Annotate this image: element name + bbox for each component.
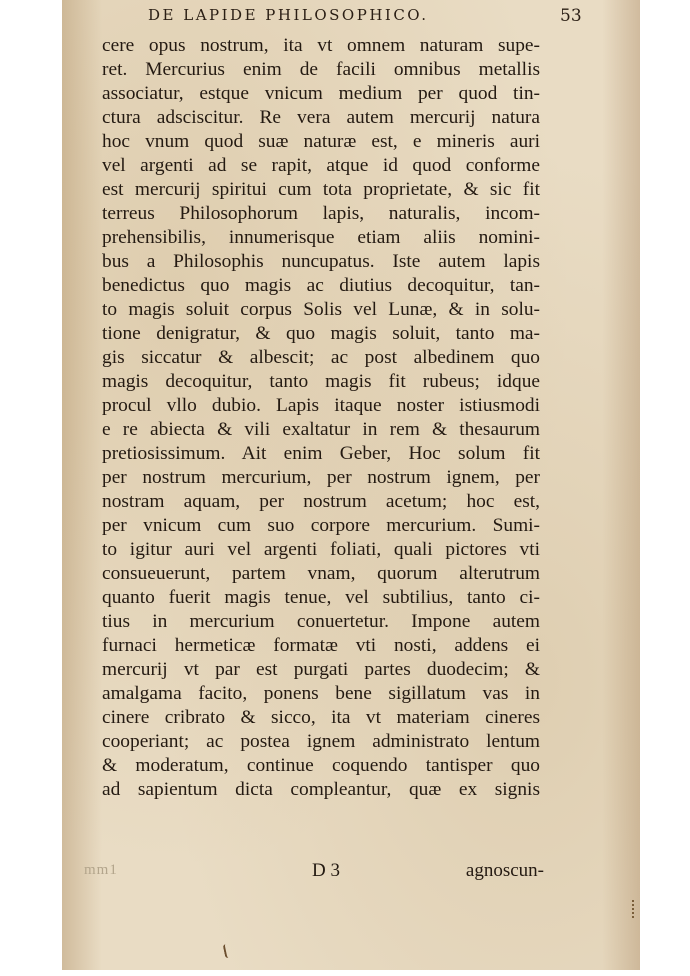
faint-mark: mm1 <box>84 862 118 878</box>
text-line: terreus Philosophorum lapis, naturalis, incom- <box>102 203 540 224</box>
text-line: cooperiant; ac postea ignem administrato lentum <box>102 731 540 752</box>
text-line: ad sapientum dicta compleantur, quæ ex signis <box>102 779 540 800</box>
text-line: e re abiecta & vili exaltatur in rem & thesaurum <box>102 419 540 440</box>
catchword: agnoscun- <box>465 860 544 881</box>
text-line: nostram aquam, per nostrum acetum; hoc est, <box>102 491 540 512</box>
text-line: magis decoquitur, tanto magis fit rubeus; idque <box>102 371 540 392</box>
ink-mark <box>223 944 232 959</box>
text-line: pretiosissimum. Ait enim Geber, Hoc solum fit <box>102 443 540 464</box>
text-line: cinere cribrato & sicco, ita vt materiam cineres <box>102 707 540 728</box>
text-line: hoc vnum quod suæ naturæ est, e mineris auri <box>102 131 540 152</box>
text-line: mercurij vt par est purgati partes duodecim; & <box>102 659 540 680</box>
page-number: 53 <box>560 6 582 26</box>
text-line: procul vllo dubio. Lapis itaque noster istiusmodi <box>102 395 540 416</box>
text-line: to igitur auri vel argenti foliati, quali pictores vti <box>102 539 540 560</box>
text-line: benedictus quo magis ac diutius decoquitur, tan- <box>102 275 540 296</box>
page-footer <box>84 860 544 886</box>
text-line: per nostrum mercurium, per nostrum ignem, per <box>102 467 540 488</box>
text-line: tius in mercurium conuertetur. Impone autem <box>102 611 540 632</box>
text-line: est mercurij spiritui cum tota proprietate, & sic fit <box>102 179 540 200</box>
text-line: bus a Philosophis nuncupatus. Iste autem lapis <box>102 251 540 272</box>
text-line: consueuerunt, partem vnam, quorum alterutrum <box>102 563 540 584</box>
text-line: tione denigratur, & quo magis soluit, tanto ma- <box>102 323 540 344</box>
text-line: to magis soluit corpus Solis vel Lunæ, & in solu- <box>102 299 540 320</box>
signature-mark: D 3 <box>312 860 340 881</box>
running-title: DE LAPIDE PHILOSOPHICO. <box>148 6 429 24</box>
text-line: associatur, estque vnicum medium per quod tin- <box>102 83 540 104</box>
text-line: & moderatum, continue coquendo tantisper quo <box>102 755 540 776</box>
text-line: ret. Mercurius enim de facili omnibus metallis <box>102 59 540 80</box>
text-line: furnaci hermeticæ formatæ vti nosti, addens ei <box>102 635 540 656</box>
book-page <box>62 0 640 970</box>
text-line: amalgama facito, ponens bene sigillatum vas in <box>102 683 540 704</box>
text-line: gis siccatur & albescit; ac post albedinem quo <box>102 347 540 368</box>
body-text <box>102 34 540 802</box>
text-line: quanto fuerit magis tenue, vel subtilius, tanto ci- <box>102 587 540 608</box>
margin-dots <box>632 900 637 918</box>
text-line: prehensibilis, innumerisque etiam aliis nomini- <box>102 227 540 248</box>
text-line: vel argenti ad se rapit, atque id quod conforme <box>102 155 540 176</box>
text-line: per vnicum cum suo corpore mercurium. Sumi- <box>102 515 540 536</box>
text-line: cere opus nostrum, ita vt omnem naturam supe- <box>102 35 540 56</box>
text-line: ctura adsciscitur. Re vera autem mercurij natura <box>102 107 540 128</box>
